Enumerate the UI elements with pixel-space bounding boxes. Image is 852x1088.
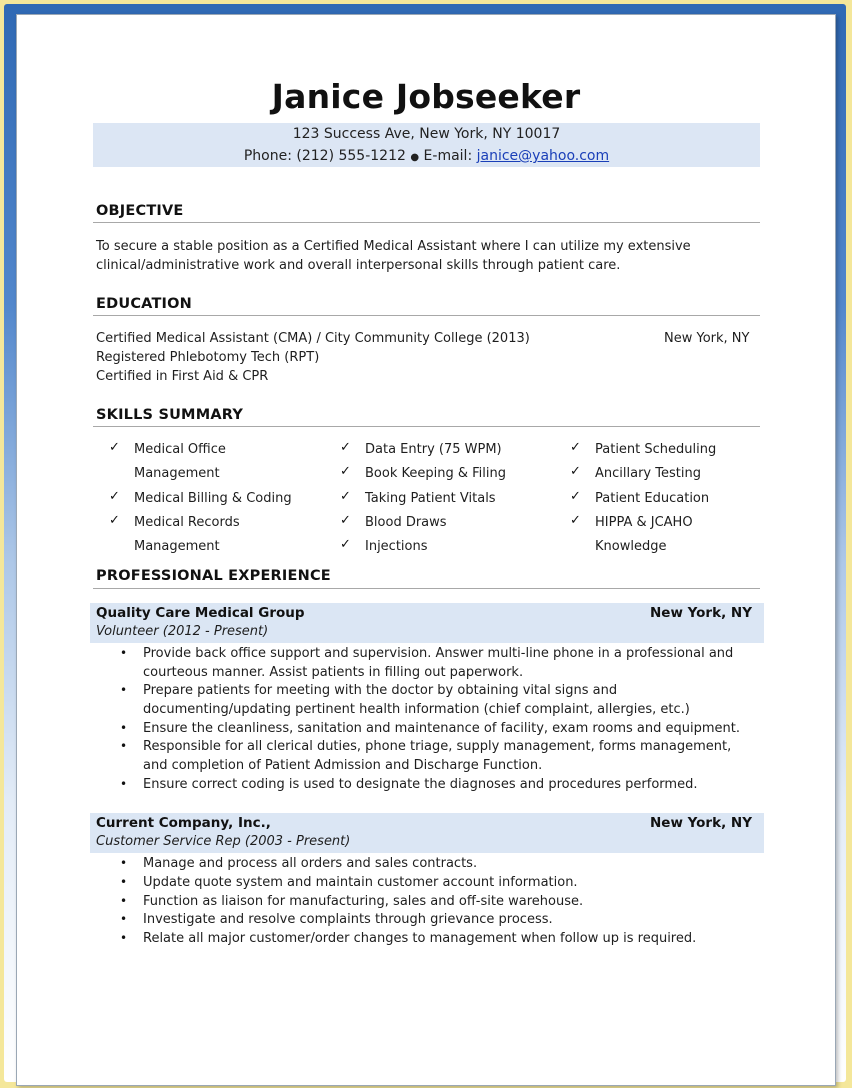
job-duty-line: Ensure correct coding is used to designate the diagnoses and procedures performed. <box>143 777 698 792</box>
job-duty-line: Update quote system and maintain customer account information. <box>143 875 578 890</box>
phone: Phone: (212) 555-1212 <box>243 148 406 164</box>
skill-item: Medical Office <box>134 442 226 457</box>
job-role: Volunteer (2012 - Present) <box>96 624 269 639</box>
objective-line-2: clinical/administrative work and overall interpersonal skills through patient care. <box>96 258 621 273</box>
skill-item: Management <box>134 539 220 554</box>
check-icon: ✓ <box>340 537 351 552</box>
address: 123 Success Ave, New York, NY 10017 <box>292 126 561 142</box>
separator-dot: ● <box>410 152 420 163</box>
skill-item: Patient Scheduling <box>595 442 717 457</box>
job-company: Current Company, Inc., <box>96 815 271 831</box>
skill-item: Taking Patient Vitals <box>365 491 496 506</box>
job-duty-line: Investigate and resolve complaints through grievance process. <box>143 912 553 927</box>
bullet-icon: • <box>120 912 128 926</box>
check-icon: ✓ <box>570 513 581 528</box>
candidate-name: Janice Jobseeker <box>271 77 581 116</box>
bullet-icon: • <box>120 894 128 908</box>
job-location: New York, NY <box>650 815 752 831</box>
email-link[interactable]: janice@yahoo.com <box>476 148 610 164</box>
skill-item: Blood Draws <box>365 515 447 530</box>
bullet-icon: • <box>120 931 128 945</box>
education-location: New York, NY <box>664 331 750 346</box>
check-icon: ✓ <box>570 489 581 504</box>
job-duty-line: Prepare patients for meeting with the doctor by obtaining vital signs and <box>143 683 618 698</box>
phone-email-line <box>93 146 760 168</box>
skills-divider <box>93 426 760 427</box>
job-company: Quality Care Medical Group <box>96 605 305 621</box>
check-icon: ✓ <box>570 440 581 455</box>
job-duty-line: Function as liaison for manufacturing, sales and off-site warehouse. <box>143 894 584 909</box>
experience-heading: PROFESSIONAL EXPERIENCE <box>96 568 331 584</box>
skill-item: Medical Billing & Coding <box>134 491 292 506</box>
bullet-icon: • <box>120 646 128 660</box>
skills-heading: SKILLS SUMMARY <box>96 407 244 423</box>
check-icon: ✓ <box>570 464 581 479</box>
skill-item: Ancillary Testing <box>595 466 701 481</box>
skill-item: Knowledge <box>595 539 667 554</box>
job-duty-line: Manage and process all orders and sales contracts. <box>143 856 478 871</box>
skill-item: Management <box>134 466 220 481</box>
job-duty-line: courteous manner. Assist patients in filling out paperwork. <box>143 665 524 680</box>
skill-item: Data Entry (75 WPM) <box>365 442 502 457</box>
education-line-1: Certified Medical Assistant (CMA) / City Community College (2013) <box>96 331 530 346</box>
objective-divider <box>93 222 760 223</box>
objective-line-1: To secure a stable position as a Certified Medical Assistant where I can utilize my extensive <box>96 239 691 254</box>
resume-page <box>16 14 836 1086</box>
check-icon: ✓ <box>340 464 351 479</box>
check-icon: ✓ <box>109 440 120 455</box>
job-duty-line: documenting/updating pertinent health information (chief complaint, allergies, etc.) <box>143 702 690 717</box>
skill-item: Book Keeping & Filing <box>365 466 506 481</box>
education-heading: EDUCATION <box>96 296 193 312</box>
bullet-icon: • <box>120 721 128 735</box>
education-line-3: Certified in First Aid & CPR <box>96 369 269 384</box>
education-divider <box>93 315 760 316</box>
job-location: New York, NY <box>650 605 752 621</box>
email-label: E-mail: <box>423 148 473 164</box>
job-duty-line: Ensure the cleanliness, sanitation and maintenance of facility, exam rooms and equipment. <box>143 721 741 736</box>
skill-item: Medical Records <box>134 515 240 530</box>
contact-band <box>93 123 760 167</box>
job-duty-line: Relate all major customer/order changes to management when follow up is required. <box>143 931 697 946</box>
job-duty-line: and completion of Patient Admission and Discharge Function. <box>143 758 543 773</box>
job-duty-line: Provide back office support and supervision. Answer multi-line phone in a professional and <box>143 646 734 661</box>
check-icon: ✓ <box>109 513 120 528</box>
skill-item: Injections <box>365 539 428 554</box>
job-duty-line: Responsible for all clerical duties, phone triage, supply management, forms management, <box>143 739 732 754</box>
objective-heading: OBJECTIVE <box>96 203 184 219</box>
bullet-icon: • <box>120 856 128 870</box>
job-role: Customer Service Rep (2003 - Present) <box>96 834 351 849</box>
check-icon: ✓ <box>340 513 351 528</box>
bullet-icon: • <box>120 683 128 697</box>
experience-divider <box>93 588 760 589</box>
education-line-2: Registered Phlebotomy Tech (RPT) <box>96 350 320 365</box>
check-icon: ✓ <box>340 440 351 455</box>
bullet-icon: • <box>120 875 128 889</box>
bullet-icon: • <box>120 777 128 791</box>
skill-item: Patient Education <box>595 491 710 506</box>
bullet-icon: • <box>120 739 128 753</box>
check-icon: ✓ <box>340 489 351 504</box>
check-icon: ✓ <box>109 489 120 504</box>
skill-item: HIPPA & JCAHO <box>595 515 693 530</box>
